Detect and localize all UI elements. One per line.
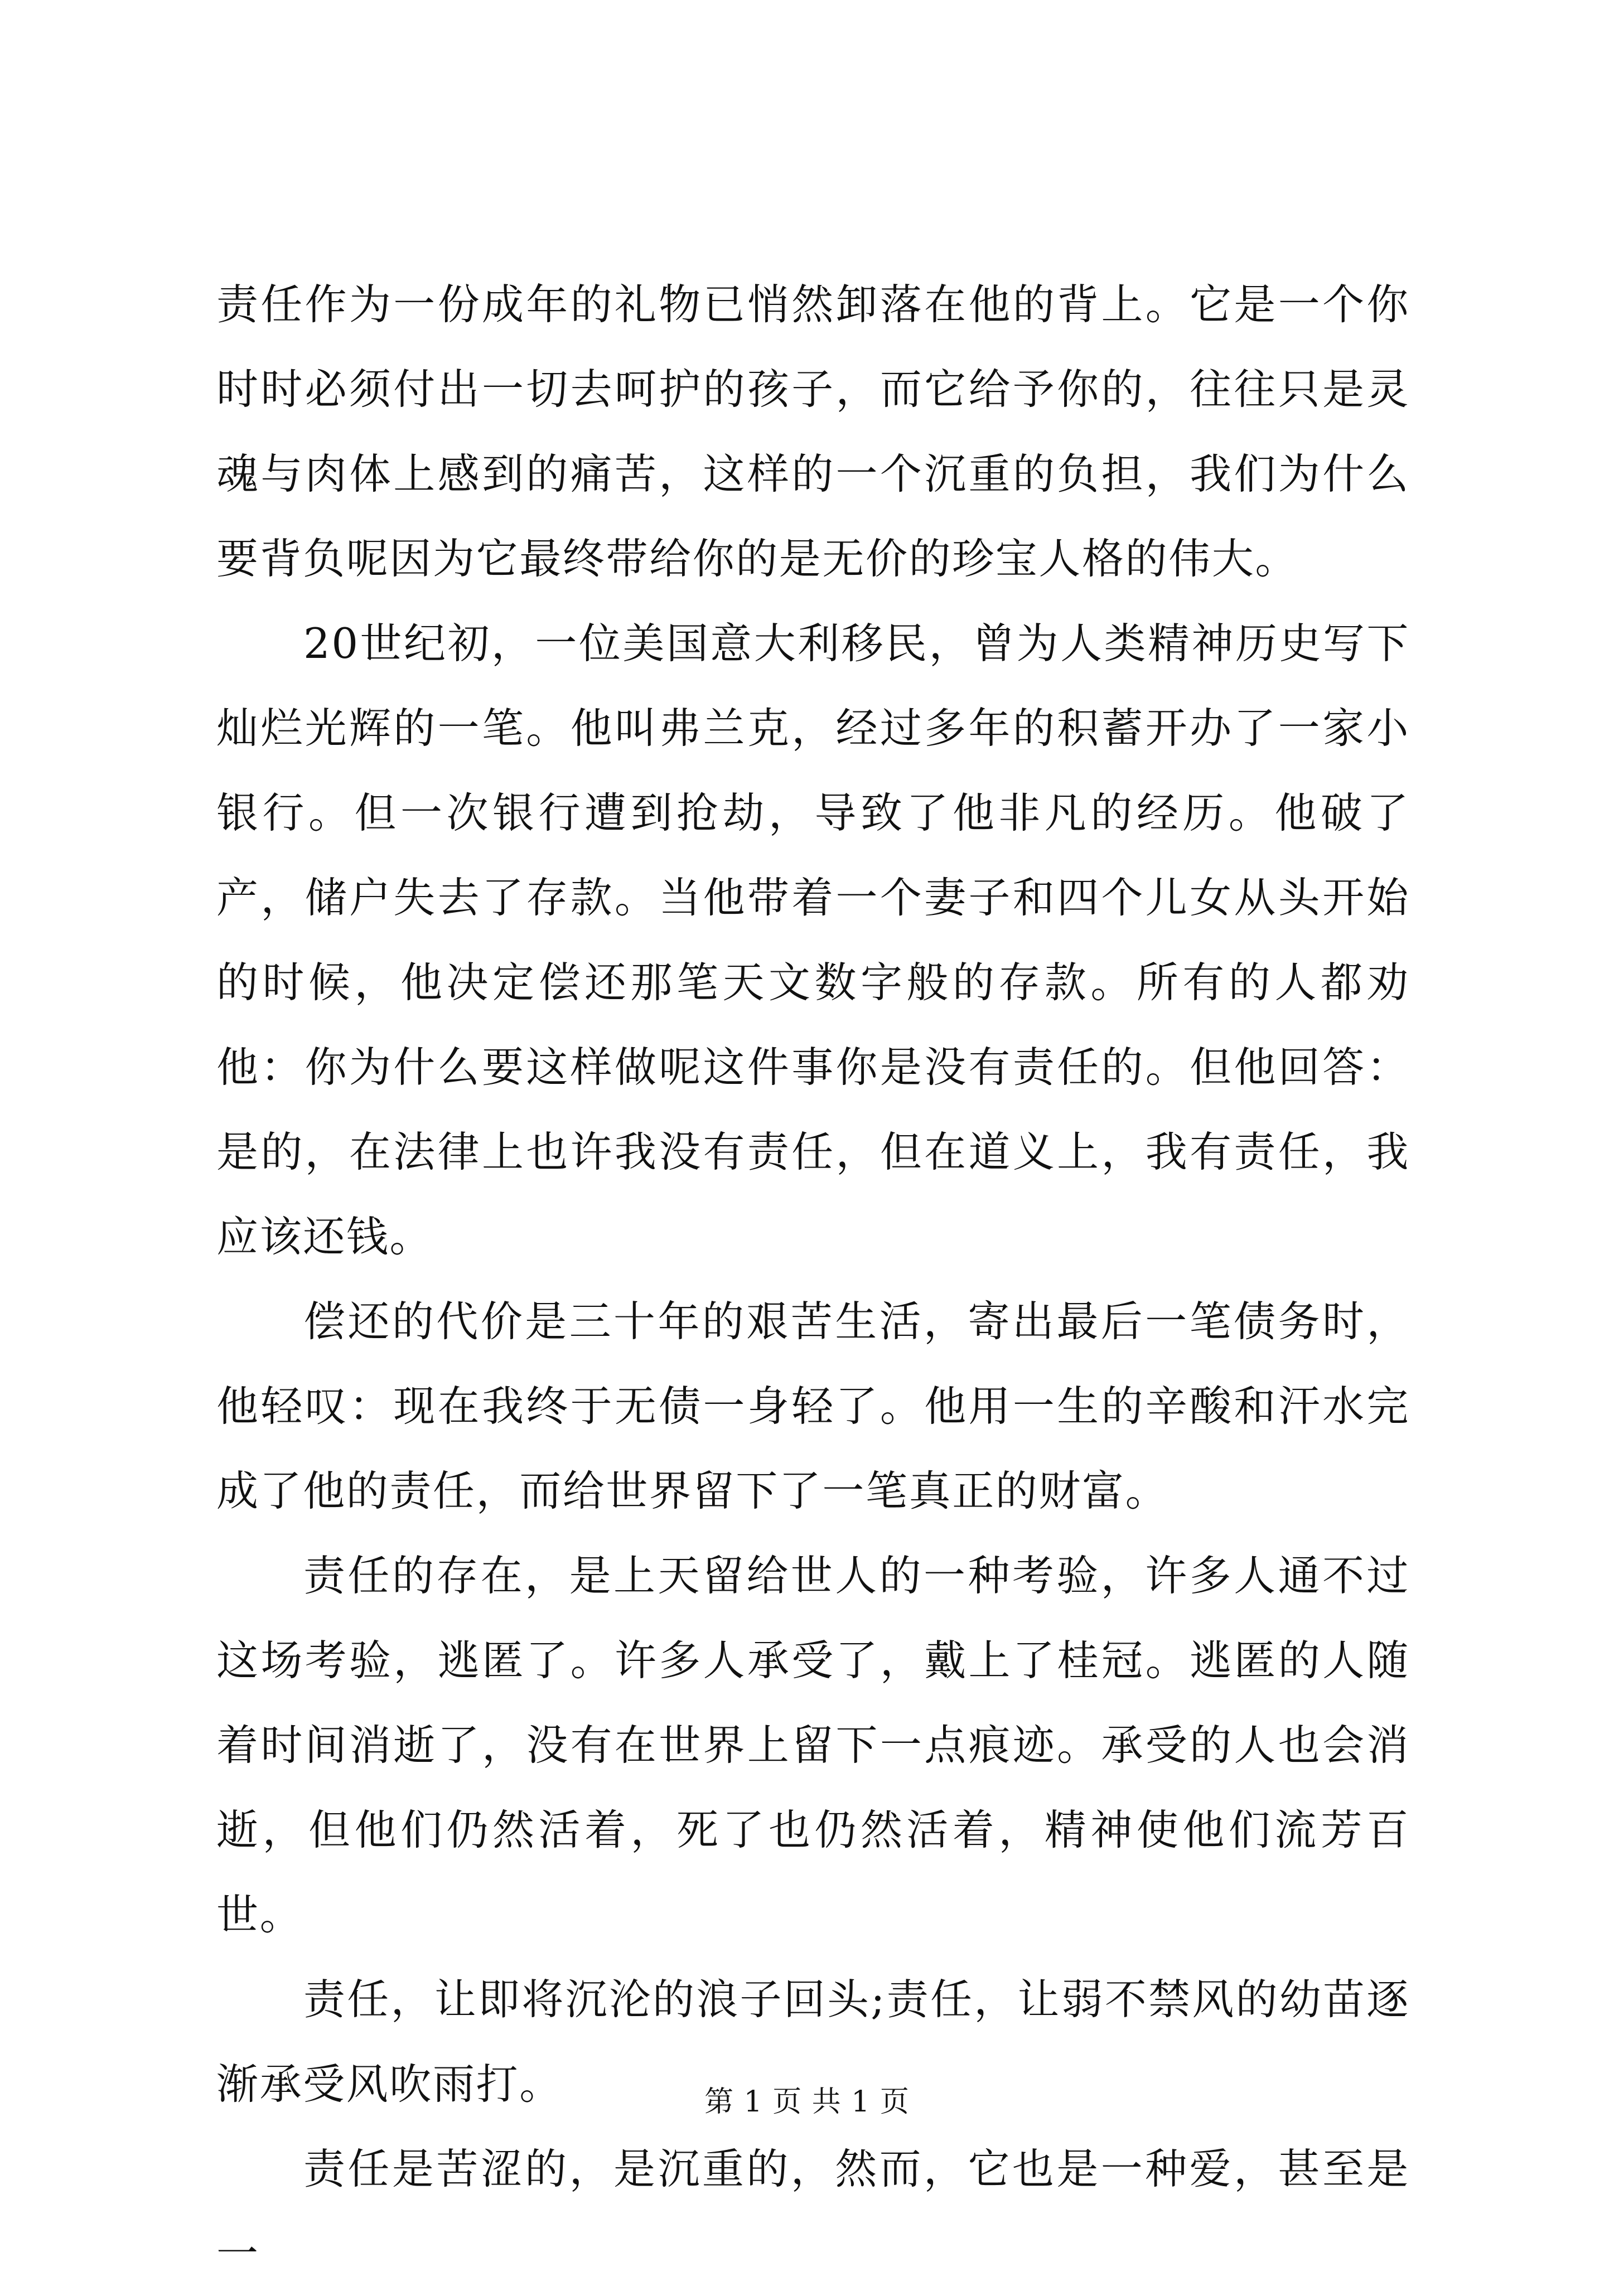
paragraph-5: 责任，让即将沉沦的浪子回头;责任，让弱不禁风的幼苗逐渐承受风吹雨打。 [216,1975,1410,2109]
paragraph-6: 责任是苦涩的，是沉重的，然而，它也是一种爱，甚至是一 [216,2144,1410,2278]
paragraph-3: 偿还的代价是三十年的艰苦生活，寄出最后一笔债务时，他轻叹：现在我终于无债一身轻了。他用一生的辛酸和汗水完成了他的责任，而给世界留下了一笔真正的财富。 [216,1297,1410,1515]
paragraph-1: 责任作为一份成年的礼物已悄然卸落在他的背上。它是一个你时时必须付出一切去呵护的孩子，而它给予你的，往往只是灵魂与肉体上感到的痛苦，这样的一个沉重的负担，我们为什么要背负呢因为它最终带给你的是无价的珍宝人格的伟大。 [216,280,1410,583]
page-number-footer: 第 1 页 共 1 页 [704,2085,910,2119]
paragraph-4: 责任的存在，是上天留给世人的一种考验，许多人通不过这场考验，逃匿了。许多人承受了，戴上了桂冠。逃匿的人随着时间消逝了，没有在世界上留下一点痕迹。承受的人也会消逝，但他们仍然活着，死了也仍然活着，精神使他们流芳百世。 [216,1551,1410,1939]
paragraph-2: 20世纪初，一位美国意大利移民，曾为人类精神历史写下灿烂光辉的一笔。他叫弗兰克，经过多年的积蓄开办了一家小银行。但一次银行遭到抢劫，导致了他非凡的经历。他破了产，储户失去了存款。当他带着一个妻子和四个儿女从头开始的时候，他决定偿还那笔天文数字般的存款。所有的人都劝他：你为什么要这样做呢这件事你是没有责任的。但他回答：是的，在法律上也许我没有责任，但在道义上，我有责任，我应该还钱。 [216,619,1410,1261]
document-body [216,262,1410,2296]
